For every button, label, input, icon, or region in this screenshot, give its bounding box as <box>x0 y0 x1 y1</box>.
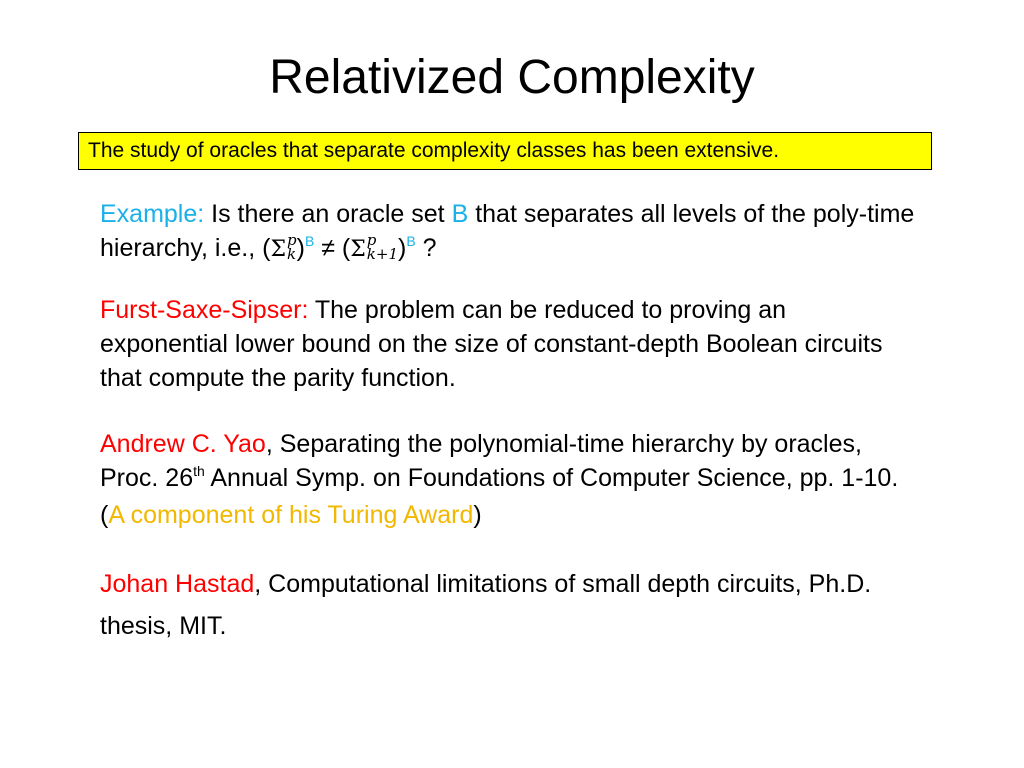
hastad-citation <box>100 563 920 647</box>
example-label: Example: <box>100 200 205 228</box>
yao-text-1: , Separating the polynomial-time hierarchy by oracles, Proc. 26 <box>100 430 862 492</box>
sigma-scripts-k1 <box>366 231 398 264</box>
sigma-superscript-p-2: p <box>366 231 377 250</box>
fss-label: Furst-Saxe-Sipser: <box>100 296 309 324</box>
hastad-author: Johan Hastad <box>100 570 255 598</box>
yao-close-paren: ) <box>473 501 482 529</box>
example-text-2: that separates all levels of the poly-time hierarchy, i.e., ( <box>100 200 915 262</box>
question-mark: ? <box>415 234 437 262</box>
example-paragraph <box>100 197 920 268</box>
oracle-superscript-1: B <box>304 233 315 249</box>
hastad-text: , Computational limitations of small depth circuits, Ph.D. thesis, MIT. <box>100 570 872 640</box>
not-equal: ≠ ( <box>314 234 351 262</box>
turing-award-note: A component of his Turing Award <box>108 501 474 529</box>
yao-author: Andrew C. Yao <box>100 430 266 458</box>
sigma-symbol: Σ <box>270 237 286 262</box>
yao-citation <box>100 427 920 532</box>
yao-text-2: Annual Symp. on Foundations of Computer Science, pp. 1-10. ( <box>100 464 899 529</box>
ordinal-suffix: th <box>193 463 205 479</box>
fss-paragraph <box>100 293 920 395</box>
sigma-subscript-k: k <box>287 245 297 264</box>
close-paren-1: ) <box>296 234 305 262</box>
sigma-symbol-2: Σ <box>350 237 366 262</box>
oracle-superscript-2: B <box>406 233 416 249</box>
highlight-banner: The study of oracles that separate complexity classes has been extensive. <box>78 132 932 170</box>
oracle-set-b: B <box>451 200 469 228</box>
example-text-1: Is there an oracle set <box>204 200 452 228</box>
fss-text: The problem can be reduced to proving an exponential lower bound on the size of constant-depth Boolean circuits that compute the parity function. <box>100 296 883 392</box>
page-title: Relativized Complexity <box>269 51 755 104</box>
sigma-superscript-p: p <box>287 231 297 250</box>
sigma-subscript-k1: k+1 <box>366 245 398 264</box>
close-paren-2: ) <box>397 234 407 262</box>
sigma-scripts-k <box>287 231 297 264</box>
